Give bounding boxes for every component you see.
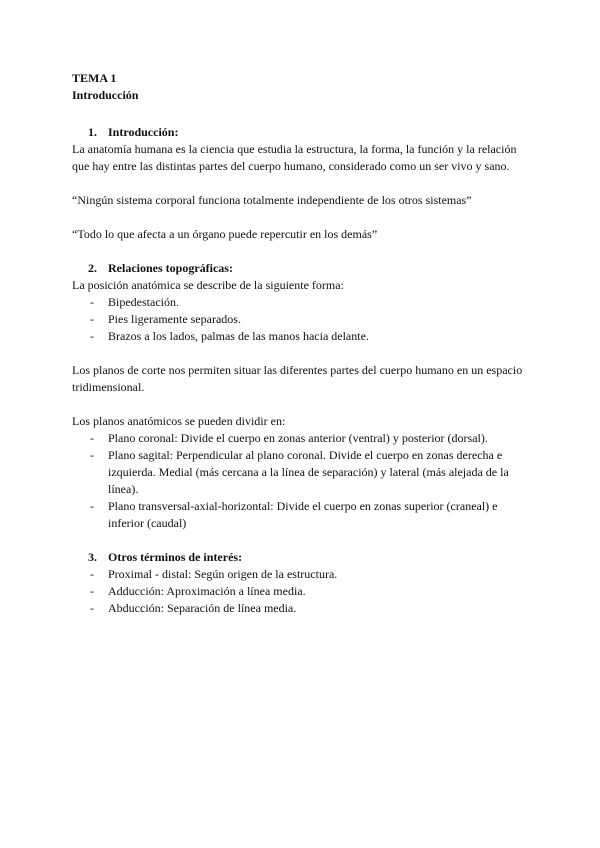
list-item: - Plano transversal-axial-horizontal: Divide el cuerpo en zonas superior (craneal) e inferior (caudal) bbox=[90, 499, 498, 530]
quote-2: “Todo lo que afecta a un órgano puede repercutir en los demás” bbox=[72, 227, 378, 241]
anatomical-planes-list bbox=[72, 430, 532, 532]
section-1-title: Introducción: bbox=[108, 125, 179, 139]
section-2-heading bbox=[72, 260, 532, 277]
other-terms-list bbox=[72, 566, 532, 617]
section-1-number: 1. bbox=[88, 125, 97, 139]
list-item: - Adducción: Aproximación a línea media. bbox=[90, 584, 306, 598]
section-2-number: 2. bbox=[88, 261, 97, 275]
section-2-intro: La posición anatómica se describe de la siguiente forma: bbox=[72, 278, 344, 292]
doc-title: TEMA 1 bbox=[72, 71, 117, 85]
list-item: - Plano sagital: Perpendicular al plano coronal. Divide el cuerpo en zonas derecha e izquierda. Medial (más cercana a la línea de separación) y lateral (más alejada de la línea). bbox=[90, 448, 509, 496]
section-3-heading bbox=[72, 549, 532, 566]
planes-intro: Los planos anatómicos se pueden dividir en: bbox=[72, 414, 286, 428]
quote-1: “Ningún sistema corporal funciona totalmente independiente de los otros sistemas” bbox=[72, 193, 472, 207]
list-item: - Brazos a los lados, palmas de las manos hacia delante. bbox=[90, 329, 369, 343]
section-3-title: Otros términos de interés: bbox=[108, 550, 243, 564]
section-1-heading bbox=[72, 124, 532, 141]
section-2-title: Relaciones topográficas: bbox=[108, 261, 233, 275]
planes-paragraph: Los planos de corte nos permiten situar las diferentes partes del cuerpo humano en un espacio tridimensional. bbox=[72, 363, 523, 394]
list-item: - Abducción: Separación de línea media. bbox=[90, 601, 297, 615]
list-item: - Proximal - distal: Según origen de la estructura. bbox=[90, 567, 338, 581]
list-item: - Pies ligeramente separados. bbox=[90, 312, 241, 326]
section-3-number: 3. bbox=[88, 550, 97, 564]
list-item: - Bipedestación. bbox=[90, 295, 179, 309]
section-1-intro: La anatomía humana es la ciencia que estudia la estructura, la forma, la función y la relación que hay entre las distintas partes del cuerpo humano, considerado como un ser vivo y sano. bbox=[72, 142, 517, 173]
anatomical-position-list bbox=[72, 294, 532, 345]
list-item: - Plano coronal: Divide el cuerpo en zonas anterior (ventral) y posterior (dorsal). bbox=[90, 431, 488, 445]
document-content bbox=[72, 70, 532, 617]
doc-subtitle: Introducción bbox=[72, 88, 139, 102]
